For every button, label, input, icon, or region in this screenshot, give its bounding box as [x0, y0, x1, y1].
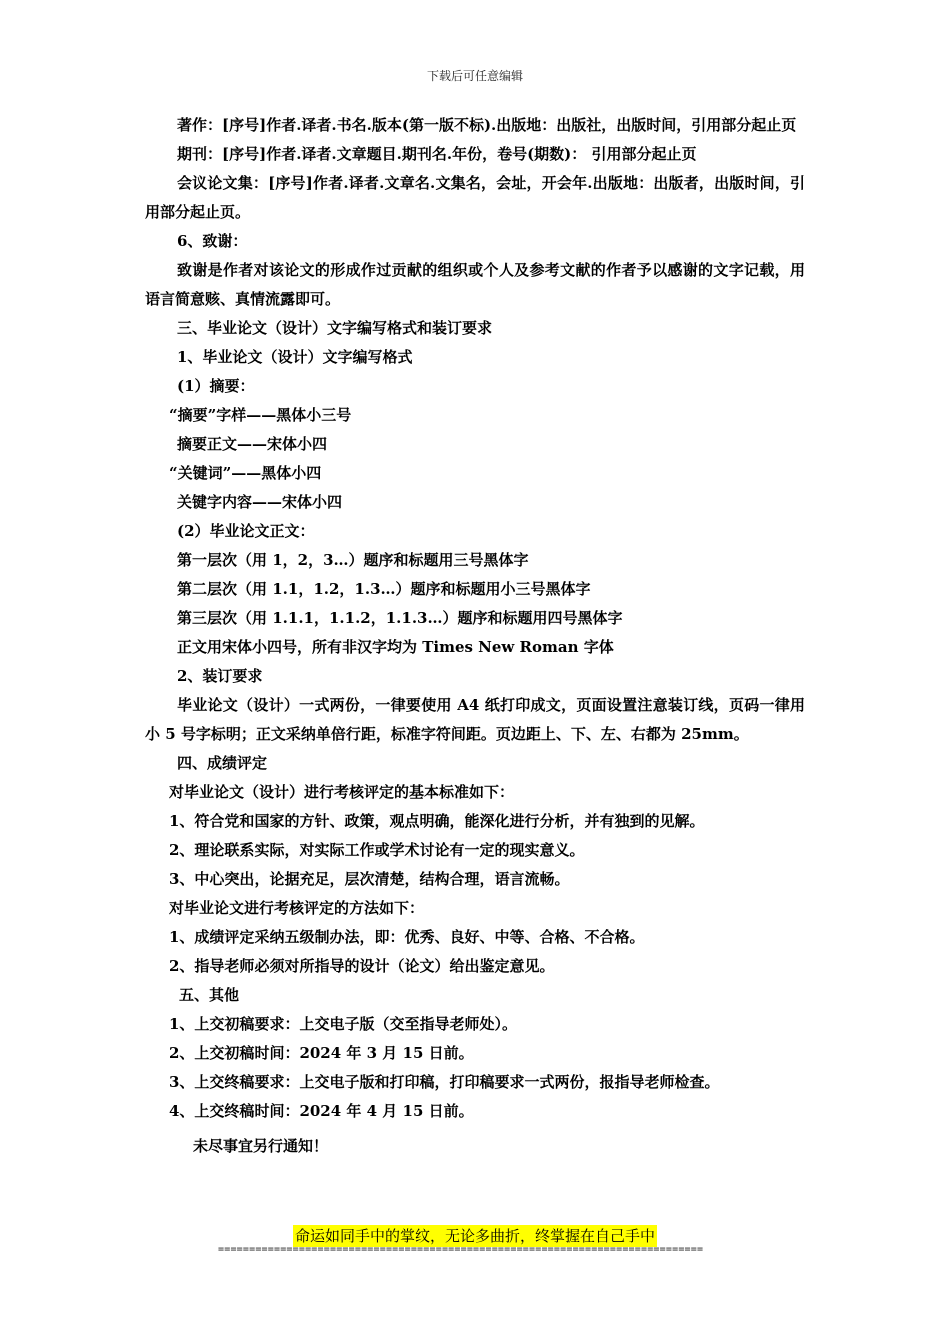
- method-item: 2、指导老师必须对所指导的设计（论文）给出鉴定意见。: [169, 957, 555, 975]
- ref-journal-format: 期刊：[序号]作者.译者.文章题目.期刊名.年份，卷号(期数)： 引用部分起止页: [177, 145, 697, 163]
- criteria-item: 1、符合党和国家的方针、政策，观点明确，能深化进行分析，并有独到的见解。: [169, 812, 705, 830]
- ref-book-format: 著作：[序号]作者.译者.书名.版本(第一版不标).出版地：出版社，出版时间，引用部分起止页: [177, 116, 797, 134]
- criteria-item: 3、中心突出，论据充足，层次清楚，结构合理，语言流畅。: [169, 870, 570, 888]
- abstract-rule: “摘要”字样——黑体小三号: [169, 406, 352, 424]
- other-item: 2、上交初稿时间：2024 年 3 月 15 日前。: [169, 1044, 474, 1062]
- ack-heading: 6、致谢：: [177, 232, 248, 250]
- other-item: 4、上交终稿时间：2024 年 4 月 15 日前。: [169, 1102, 474, 1120]
- section-4-heading: 四、成绩评定: [177, 754, 268, 772]
- section-3-2-heading: 2、装订要求: [177, 667, 263, 685]
- method-intro: 对毕业论文进行考核评定的方法如下：: [169, 899, 425, 917]
- body-level-rule: 第三层次（用 1.1.1，1.1.2，1.1.3…）题序和标题用四号黑体字: [177, 609, 623, 627]
- abstract-heading: (1）摘要：: [177, 377, 255, 395]
- method-item: 1、成绩评定采纳五级制办法，即：优秀、良好、中等、合格、不合格。: [169, 928, 645, 946]
- criteria-intro: 对毕业论文（设计）进行考核评定的基本标准如下：: [169, 783, 515, 801]
- abstract-rule: 关键字内容——宋体小四: [177, 493, 343, 511]
- ack-body: 致谢是作者对该论文的形成作过贡献的组织或个人及参考文献的作者予以感谢的文字记载，用语言简意赅、真情流露即可。: [145, 261, 805, 308]
- notice: 未尽事宜另行通知！: [193, 1137, 329, 1155]
- body-text-heading: (2）毕业论文正文：: [177, 522, 315, 540]
- other-item: 1、上交初稿要求：上交电子版（交至指导老师处）。: [169, 1015, 517, 1033]
- ref-conference-format: 会议论文集：[序号]作者.译者.文章名.文集名，会址，开会年.出版地：出版者，出版时间，引用部分起止页。: [145, 174, 805, 221]
- section-3-heading: 三、毕业论文（设计）文字编写格式和装订要求: [177, 319, 493, 337]
- motto-text: 命运如同手中的掌纹，无论多曲折，终掌握在自己手中: [294, 1227, 655, 1245]
- binding-requirements: 毕业论文（设计）一式两份，一律要使用 A4 纸打印成文，页面设置注意装订线，页码一律用小 5 号字标明；正文采纳单倍行距，标准字符间距。页边距上、下、左、右都为 25mm。: [145, 696, 805, 743]
- body-font-rule: 正文用宋体小四号，所有非汉字均为 Times New Roman 字体: [177, 638, 614, 656]
- section-3-1-heading: 1、毕业论文（设计）文字编写格式: [177, 348, 413, 366]
- body-level-rule: 第二层次（用 1.1，1.2，1.3…）题序和标题用小三号黑体字: [177, 580, 591, 598]
- page-header: 下载后可任意编辑: [426, 69, 523, 83]
- section-5-heading: 五、其他: [179, 986, 240, 1004]
- document-body: [145, 111, 805, 1161]
- abstract-rule: “关键词”——黑体小四: [169, 464, 322, 482]
- divider-rule: ==============================================================================: [218, 1244, 704, 1255]
- abstract-rule: 摘要正文——宋体小四: [177, 435, 328, 453]
- criteria-item: 2、理论联系实际，对实际工作或学术讨论有一定的现实意义。: [169, 841, 585, 859]
- body-level-rule: 第一层次（用 1，2，3…）题序和标题用三号黑体字: [177, 551, 529, 569]
- other-item: 3、上交终稿要求：上交电子版和打印稿，打印稿要求一式两份，报指导老师检查。: [169, 1073, 720, 1091]
